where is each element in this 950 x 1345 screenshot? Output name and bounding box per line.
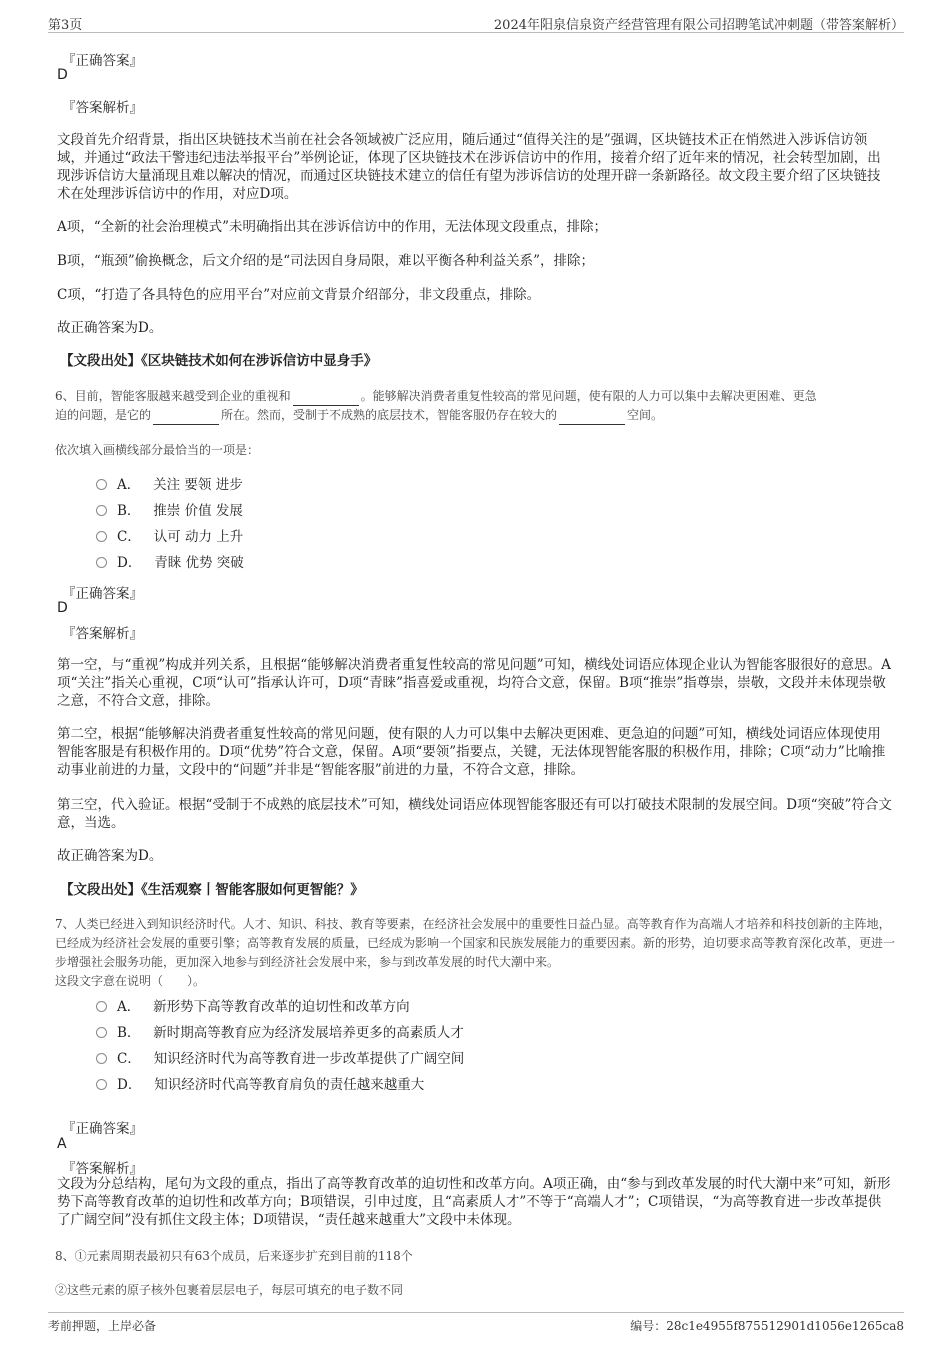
q7-option-a[interactable]: A． 新形势下高等教育改革的迫切性和改革方向 xyxy=(96,997,410,1017)
radio-icon[interactable] xyxy=(96,1053,107,1064)
q6-analysis-para: 第三空，代入验证。根据“受制于不成熟的底层技术”可知，横线处词语应体现智能客服还有可以打破技术限制的发展空间。D项“突破”符合文意，当选。 xyxy=(57,797,892,831)
q7-answer-tag: 『正确答案』 xyxy=(62,1121,143,1137)
q5-source: 【文段出处】《区块链技术如何在涉诉信访中显身手》 xyxy=(60,353,378,369)
q7-answer: A xyxy=(57,1136,67,1152)
q5-answer-tag: 『正确答案』 xyxy=(62,53,143,69)
radio-icon[interactable] xyxy=(96,531,107,542)
q7-option-c[interactable]: C． 知识经济时代为高等教育进一步改革提供了广阔空间 xyxy=(96,1049,464,1069)
q7-option-b[interactable]: B． 新时期高等教育应为经济发展培养更多的高素质人才 xyxy=(96,1023,464,1043)
q5-analysis-tag: 『答案解析』 xyxy=(62,100,143,116)
document-id: 编号：28c1e4955f875512901d1056e1265ca8 xyxy=(630,1319,904,1333)
document-title: 2024年阳泉信泉资产经营管理有限公司招聘笔试冲刺题（带答案解析） xyxy=(493,18,904,33)
footer-slogan: 考前押题，上岸必备 xyxy=(48,1319,157,1333)
blank-line xyxy=(153,411,219,425)
q7-analysis-tag: 『答案解析』 xyxy=(62,1161,143,1177)
q7-option-d[interactable]: D． 知识经济时代高等教育肩负的责任越来越重大 xyxy=(96,1075,424,1095)
q7-analysis-para: 文段为分总结构，尾句为文段的重点，指出了高等教育改革的迫切性和改革方向。A项正确，由“参与到改革发展的时代大潮中来”可知，新形势下高等教育改革的迫切性和改革方向；B项错误，引申过度，且“高素质人才”不等于“高端人才”；C项错误，“为高等教育进一步改革提供了广阔空间”没有抓住文段主体；D项错误，“责任越来越重大”文段中未体现。 xyxy=(57,1176,891,1228)
q6-option-c[interactable]: C． 认可 动力 上升 xyxy=(96,527,243,547)
q5-conclusion: 故正确答案为D。 xyxy=(57,320,163,336)
page-number: 第3页 xyxy=(48,18,83,33)
q6-analysis-para: 第一空，与“重视”构成并列关系，且根据“能够解决消费者重复性较高的常见问题”可知，横线处词语应体现企业认为智能客服很好的意思。A项“关注”指关心重视，C项“认可”指承认许可，D项“青睐”指喜爱或重视，均符合文意，保留。B项“推崇”指尊崇，崇敬，文段并未体现崇敬之意，不符合文意，排除。 xyxy=(57,657,891,709)
q5-analysis-para: A项，“全新的社会治理模式”未明确指出其在涉诉信访中的作用，无法体现文段重点，排除； xyxy=(57,219,608,235)
q6-option-a[interactable]: A． 关注 要领 进步 xyxy=(96,475,243,495)
radio-icon[interactable] xyxy=(96,505,107,516)
q6-analysis-para: 第二空，根据“能够解决消费者重复性较高的常见问题，使有限的人力可以集中去解决更困难、更急迫的问题”可知，横线处词语应体现使用智能客服是有积极作用的。D项“优势”符合文意，保留。A项“要领”指要点，关键，无法体现智能客服的积极作用，排除；C项“动力”比喻推动事业前进的力量，文段中的“问题”并非是“智能客服”前进的力量，不符合文意，排除。 xyxy=(57,726,886,778)
radio-icon[interactable] xyxy=(96,479,107,490)
radio-icon[interactable] xyxy=(96,557,107,568)
radio-icon[interactable] xyxy=(96,1001,107,1012)
q5-analysis-para: B项，“瓶颈”偷换概念，后文介绍的是“司法因自身局限，难以平衡各种利益关系”，排除； xyxy=(57,253,595,269)
q6-answer: D xyxy=(57,600,68,616)
page-header xyxy=(48,10,904,33)
radio-icon[interactable] xyxy=(96,1079,107,1090)
q6-stem: 6、目前，智能客服越来越受到企业的重视和 。能够解决消费者重复性较高的常见问题，使有限的人力可以集中去解决更困难、更急 迫的问题，是它的 所在。然而，受制于不成熟的底层技术，智能客服仍存在较大的 空间。 xyxy=(55,387,895,425)
q6-source: 【文段出处】《生活观察丨智能客服如何更智能？》 xyxy=(60,882,364,898)
q8-line: 8、①元素周期表最初只有63个成员，后来逐步扩充到目前的118个 xyxy=(55,1249,413,1263)
q6-prompt: 依次填入画横线部分最恰当的一项是： xyxy=(55,443,260,457)
blank-line xyxy=(559,411,625,425)
q6-option-b[interactable]: B． 推崇 价值 发展 xyxy=(96,501,243,521)
q6-option-d[interactable]: D． 青睐 优势 突破 xyxy=(96,553,244,573)
q6-conclusion: 故正确答案为D。 xyxy=(57,848,163,864)
q5-analysis-para: C项，“打造了各具特色的应用平台”对应前文背景介绍部分，非文段重点，排除。 xyxy=(57,287,541,303)
blank-line xyxy=(293,392,359,406)
q5-analysis-para: 文段首先介绍背景，指出区块链技术当前在社会各领域被广泛应用，随后通过“值得关注的是”强调，区块链技术正在悄然进入涉诉信访领域，并通过“政法干警违纪违法举报平台”举例论证，体现了区块链技术在涉诉信访中的作用，接着介绍了近年来的情况，社会转型加剧，出现涉诉信访大量涌现且难以解决的情况，而通过区块链技术建立的信任有望为涉诉信访的处理开辟一条新路径。故文段主要介绍了区块链技术在处理涉诉信访中的作用，对应D项。 xyxy=(57,132,881,202)
q6-answer-tag: 『正确答案』 xyxy=(62,586,143,602)
q5-answer: D xyxy=(57,67,68,83)
q8-line: ②这些元素的原子核外包裹着层层电子，每层可填充的电子数不同 xyxy=(55,1283,404,1297)
page-footer xyxy=(48,1312,904,1335)
q7-prompt: 这段文字意在说明（ ）。 xyxy=(55,974,206,988)
q6-analysis-tag: 『答案解析』 xyxy=(62,626,143,642)
radio-icon[interactable] xyxy=(96,1027,107,1038)
q7-stem: 7、人类已经进入到知识经济时代。人才、知识、科技、教育等要素，在经济社会发展中的重要性日益凸显。高等教育作为高端人才培养和科技创新的主阵地，已经成为经济社会发展的重要引擎；高等教育发展的质量，已经成为影响一个国家和民族发展能力的重要因素。新的形势，迫切要求高等教育深化改革，更进一步增强社会服务功能，更加深入地参与到经济社会发展中来，参与到改革发展的时代大潮中来。 xyxy=(55,917,896,969)
